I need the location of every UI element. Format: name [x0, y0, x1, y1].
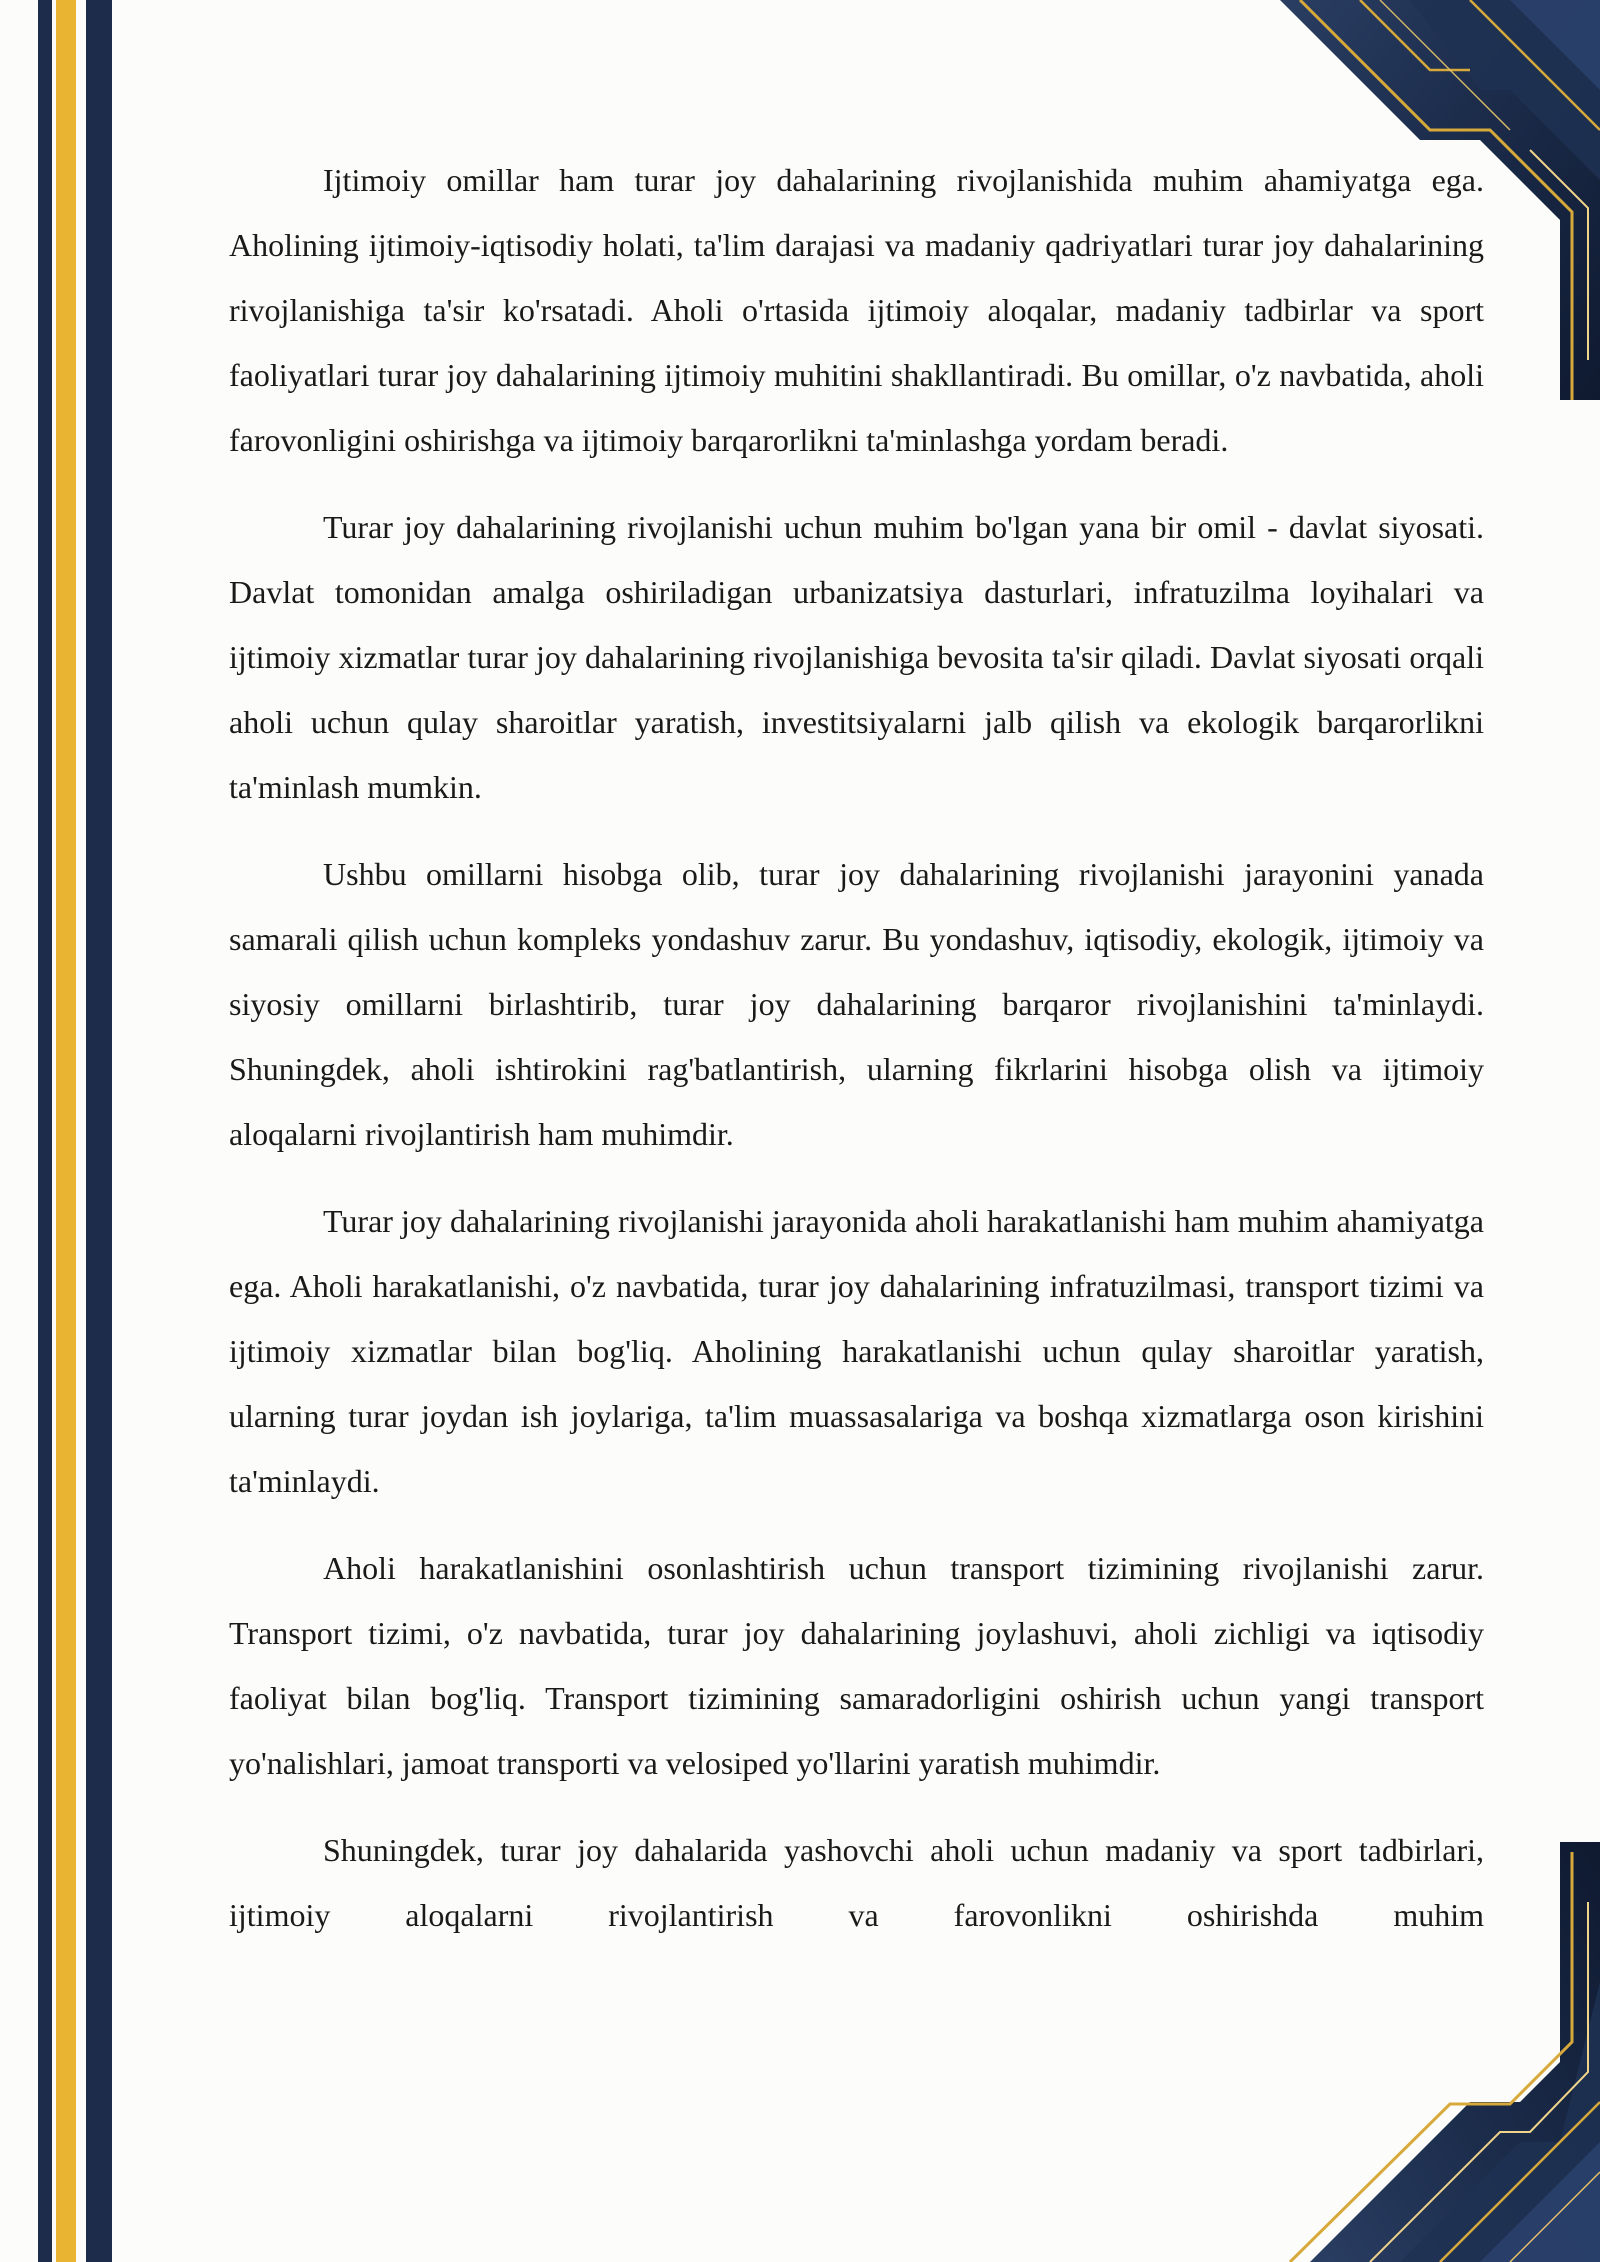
left-border-gold-stripe [56, 0, 76, 2262]
paragraph-2: Turar joy dahalarining rivojlanishi uchun muhim bo'lgan yana bir omil - davlat siyosati. Davlat tomonidan amalga oshiriladigan urbanizatsiya dasturlari, infratuzilma loyihalari va ijtimoiy xizmatlar turar joy dahalarining rivojlanishiga bevosita ta'sir qiladi. Davlat siyosati orqali aholi uchun qulay sharoitlar yaratish, investitsiyalarni jalb qilish va ekologik barqarorlikni ta'minlash mumkin. [229, 509, 1484, 805]
paragraph-6: Shuningdek, turar joy dahalarida yashovchi aholi uchun madaniy va sport tadbirlari, ijtimoiy aloqalarni rivojlantirish va farovonlikni oshirishda muhim [229, 1832, 1484, 1933]
document-body [229, 148, 1484, 1970]
paragraph-5: Aholi harakatlanishini osonlashtirish uchun transport tizimining rivojlanishi zarur. Transport tizimi, o'z navbatida, turar joy dahalarining joylashuvi, aholi zichligi va iqtisodiy faoliyat bilan bog'liq. Transport tizimining samaradorligini oshirish uchun yangi transport yo'nalishlari, jamoat transporti va velosiped yo'llarini yaratish muhimdir. [229, 1550, 1484, 1781]
left-border-navy-stripe [38, 0, 52, 2262]
left-border-navy-stripe-inner [86, 0, 112, 2262]
paragraph-1: Ijtimoiy omillar ham turar joy dahalarining rivojlanishida muhim ahamiyatga ega. Aholining ijtimoiy-iqtisodiy holati, ta'lim darajasi va madaniy qadriyatlari turar joy dahalarining rivojlanishiga ta'sir ko'rsatadi. Aholi o'rtasida ijtimoiy aloqalar, madaniy tadbirlar va sport faoliyatlari turar joy dahalarining ijtimoiy muhitini shakllantiradi. Bu omillar, o'z navbatida, aholi farovonligini oshirishga va ijtimoiy barqarorlikni ta'minlashga yordam beradi. [229, 162, 1484, 458]
paragraph-4: Turar joy dahalarining rivojlanishi jarayonida aholi harakatlanishi ham muhim ahamiyatga ega. Aholi harakatlanishi, o'z navbatida, turar joy dahalarining infratuzilmasi, transport tizimi va ijtimoiy xizmatlar bilan bog'liq. Aholining harakatlanishi uchun qulay sharoitlar yaratish, ularning turar joydan ish joylariga, ta'lim muassasalariga va boshqa xizmatlarga oson kirishini ta'minlaydi. [229, 1203, 1484, 1499]
paragraph-3: Ushbu omillarni hisobga olib, turar joy dahalarining rivojlanishi jarayonini yanada samarali qilish uchun kompleks yondashuv zarur. Bu yondashuv, iqtisodiy, ekologik, ijtimoiy va siyosiy omillarni birlashtirib, turar joy dahalarining barqaror rivojlanishini ta'minlaydi. Shuningdek, aholi ishtirokini rag'batlantirish, ularning fikrlarini hisobga olish va ijtimoiy aloqalarni rivojlantirish ham muhimdir. [229, 856, 1484, 1152]
